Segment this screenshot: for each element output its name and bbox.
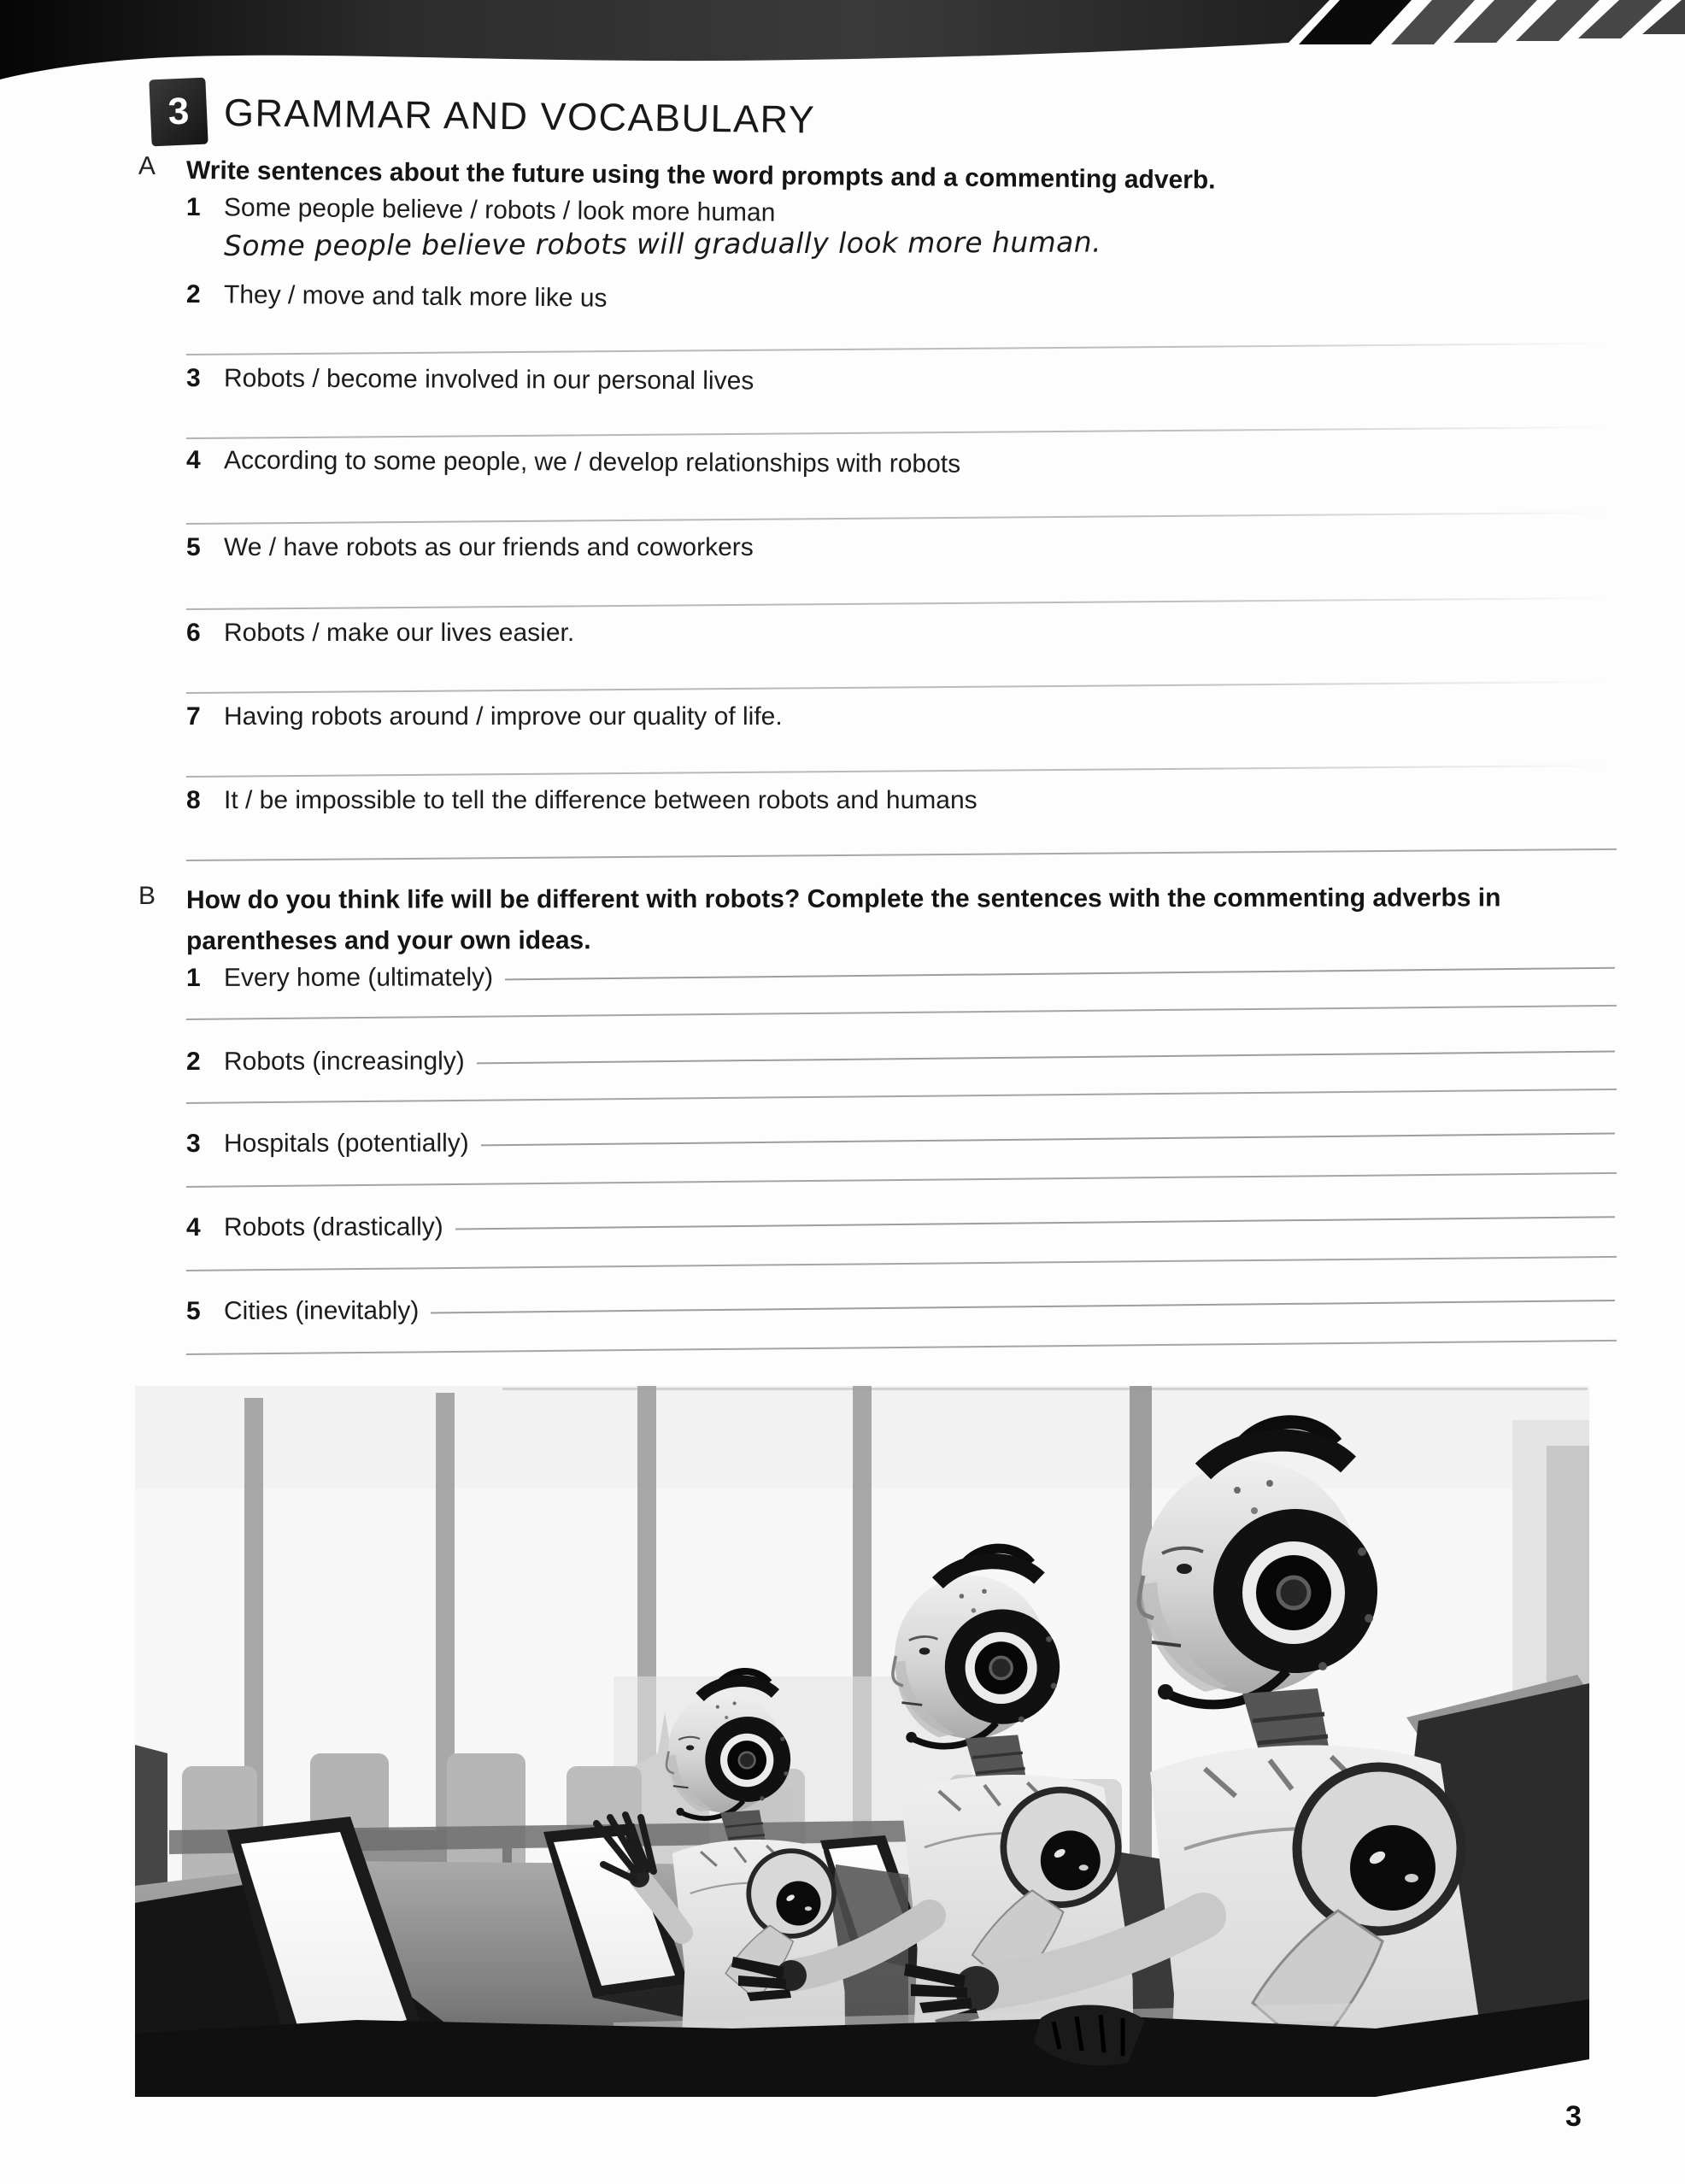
- robots-photo: [135, 1386, 1589, 2097]
- answer-line: [186, 426, 1606, 439]
- item-prompt: According to some people, we / develop relationships with robots: [223, 446, 961, 478]
- write-in-blank: [505, 967, 1615, 981]
- write-in-blank: [186, 1256, 1617, 1271]
- robots-photo-art: [135, 1386, 1589, 2097]
- exercise-a-item: [186, 786, 1639, 815]
- answer-line: [186, 765, 1606, 778]
- item-number: 2: [185, 280, 201, 309]
- banner-stripes: [1299, 0, 1685, 44]
- write-in-blank: [455, 1216, 1615, 1230]
- item-number: 6: [186, 619, 201, 647]
- item-number: 3: [185, 364, 201, 393]
- answer-line: [186, 343, 1606, 355]
- item-prompt: Robots (increasingly): [223, 1047, 465, 1076]
- write-in-blank: [477, 1050, 1615, 1064]
- item-prompt: Robots / make our lives easier.: [224, 619, 575, 647]
- write-in-blank: [186, 1172, 1617, 1188]
- exercise-a-item: [186, 533, 1639, 562]
- write-in-blank: [481, 1133, 1615, 1147]
- item-number: 5: [185, 1296, 201, 1325]
- banner-wave: [0, 0, 1330, 79]
- item-prompt: It / be impossible to tell the difference between robots and humans: [224, 786, 978, 814]
- item-number: 4: [185, 1212, 201, 1242]
- item-prompt: Cities (inevitably): [223, 1296, 420, 1325]
- item-number: 5: [186, 533, 201, 561]
- write-in-blank: [186, 1340, 1617, 1355]
- write-in-blank: [431, 1300, 1615, 1314]
- exercise-b-instructions: How do you think life will be different with robots? Complete the sentences with the commenting adverbs in parentheses and your own ideas.: [185, 884, 1501, 955]
- item-number: 1: [185, 963, 201, 992]
- exercise-b-item: [186, 961, 1615, 993]
- item-number: 4: [185, 446, 201, 475]
- page-title: GRAMMAR AND VOCABULARY: [223, 91, 816, 142]
- answer-line: [186, 681, 1606, 694]
- exercise-b-item: [186, 1295, 1615, 1326]
- exercise-b-label: B: [138, 882, 156, 910]
- handwritten-answer: Some people believe robots will gradually look more human.: [223, 225, 1102, 262]
- answer-line: [186, 848, 1617, 861]
- item-prompt: Having robots around / improve our quality of life.: [224, 702, 783, 731]
- item-number: 2: [185, 1047, 201, 1076]
- exercise-a-item: [186, 280, 1639, 323]
- item-prompt: Every home (ultimately): [223, 963, 494, 992]
- item-prompt: Robots / become involved in our personal lives: [223, 364, 754, 396]
- item-prompt: Some people believe / robots / look more human: [223, 193, 776, 227]
- exercise-b-item: [186, 1127, 1615, 1159]
- item-prompt: We / have robots as our friends and coworkers: [224, 533, 754, 561]
- write-in-blank: [186, 1089, 1617, 1104]
- exercise-a-instructions: Write sentences about the future using the word prompts and a commenting adverb.: [185, 156, 1216, 195]
- page-number: 3: [1565, 2100, 1582, 2133]
- write-in-blank: [186, 1005, 1617, 1020]
- exercise-b-item: [186, 1045, 1615, 1077]
- answer-line: [186, 512, 1606, 525]
- item-number: 3: [185, 1129, 201, 1158]
- item-prompt: Hospitals (potentially): [223, 1129, 469, 1158]
- item-number: 8: [186, 786, 201, 814]
- exercise-a-item: [186, 446, 1639, 483]
- item-number: 1: [185, 193, 201, 222]
- item-prompt: They / move and talk more like us: [223, 280, 608, 313]
- exercise-a-item: [186, 702, 1639, 731]
- unit-number-badge: 3: [149, 78, 208, 147]
- item-prompt: Robots (drastically): [223, 1212, 443, 1242]
- exercise-a-label: A: [138, 151, 156, 180]
- answer-line: [186, 597, 1606, 610]
- item-number: 7: [186, 702, 201, 731]
- exercise-a-item: [186, 619, 1639, 648]
- exercise-b-item: [186, 1211, 1615, 1242]
- exercise-a-item: [186, 364, 1639, 401]
